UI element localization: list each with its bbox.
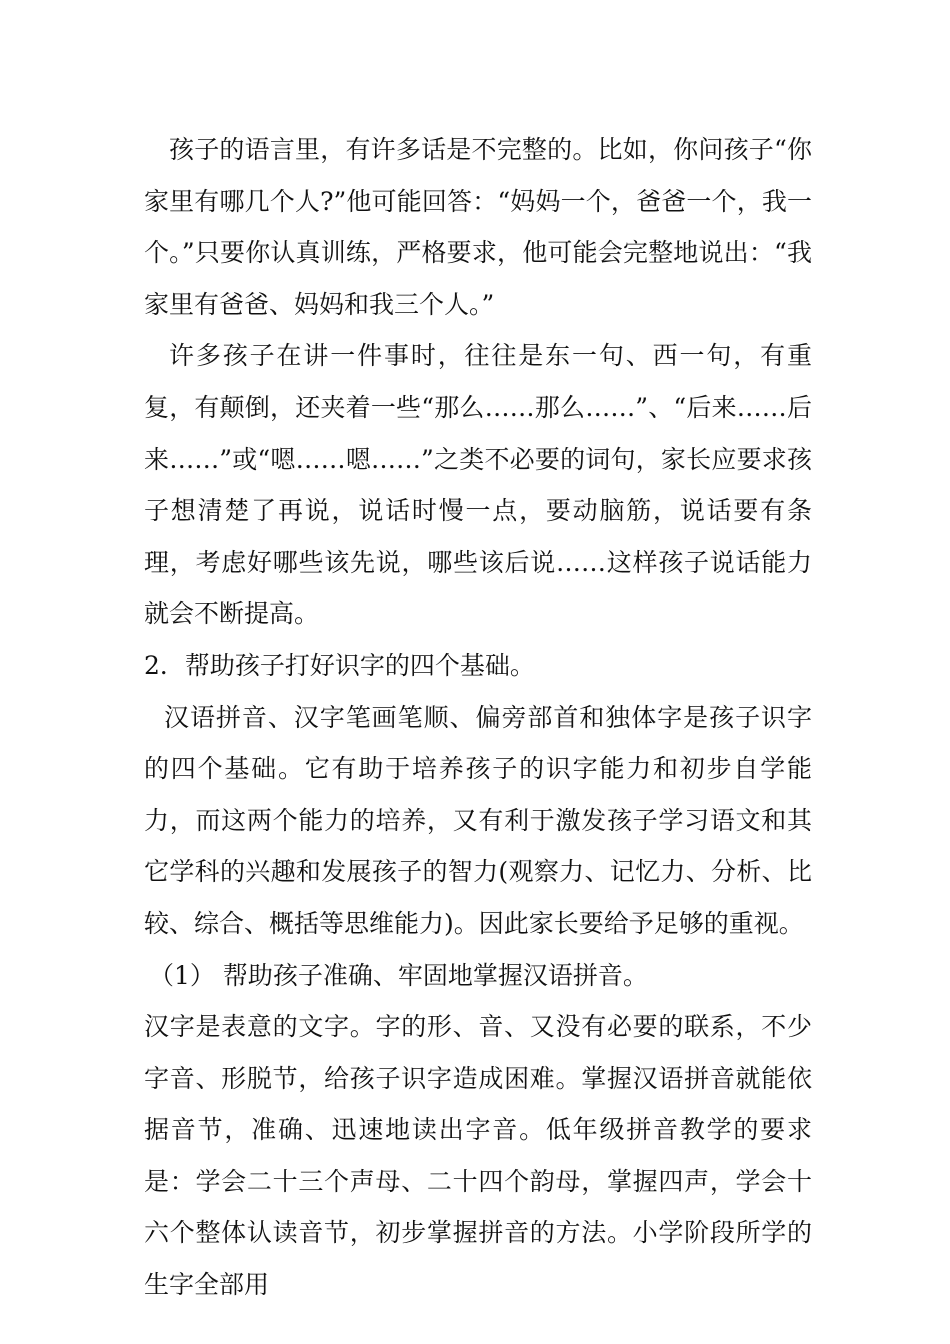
paragraph-pinyin: 汉字是表意的文字。字的形、音、又没有必要的联系，不少字音、形脱节，给孩子识字造成困难。掌握汉语拼音就能依据音节，准确、迅速地读出字音。低年级拼音教学的要求是：学会二十三个声母、二十四个韵母，掌握四声，学会十六个整体认读音节，初步掌握拼音的方法。小学阶段所学的生字全部用 bbox=[144, 1012, 812, 1300]
paragraph-incomplete-speech: 孩子的语言里，有许多话是不完整的。比如，你问孩子“你家里有哪几个人?”他可能回答：“妈妈一个，爸爸一个，我一个。”只要你认真训练，严格要求，他可能会完整地说出：“我家里有爸爸、妈妈和我三个人。” bbox=[144, 135, 812, 319]
paragraph-organized-speech: 许多孩子在讲一件事时，往往是东一句、西一句，有重复，有颠倒，还夹着一些“那么……那么……”、“后来……后来……”或“嗯……嗯……”之类不必要的词句，家长应要求孩子想清楚了再说，说话时慢一点，要动脑筋，说话要有条理，考虑好哪些该先说，哪些该后说……这样孩子说话能力就会不断提高。 bbox=[144, 341, 812, 629]
paragraph-four-foundations: 汉语拼音、汉字笔画笔顺、偏旁部首和独体字是孩子识字的四个基础。它有助于培养孩子的识字能力和初步自学能力，而这两个能力的培养，又有利于激发孩子学习语文和其它学科的兴趣和发展孩子的智力(观察力、记忆力、分析、比较、综合、概括等思维能力)。因此家长要给予足够的重视。 bbox=[144, 702, 812, 938]
subsection-heading-pinyin: （1） 帮助孩子准确、牢固地掌握汉语拼音。 bbox=[149, 960, 648, 990]
section-heading-literacy-foundations: 2．帮助孩子打好识字的四个基础。 bbox=[144, 650, 535, 680]
body-text bbox=[144, 124, 812, 1311]
